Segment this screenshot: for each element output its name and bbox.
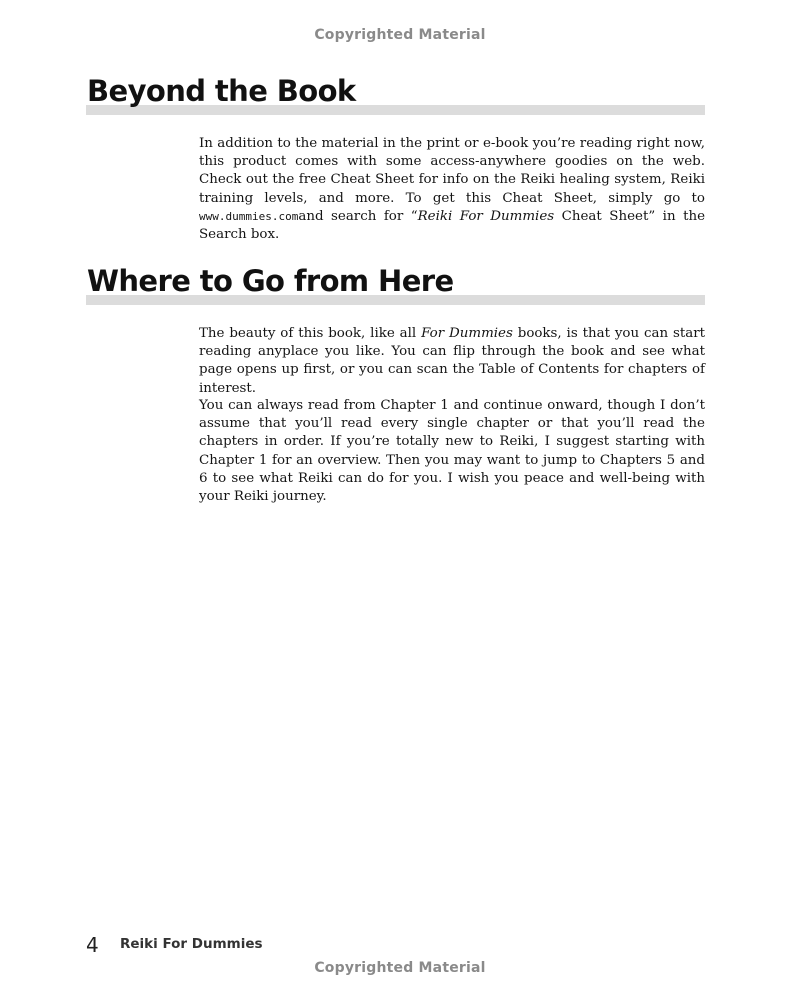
copyright-watermark-bottom: Copyrighted Material [314, 960, 486, 976]
paragraph-text: The beauty of this book, like all [199, 326, 422, 341]
copyright-watermark-top: Copyrighted Material [314, 27, 486, 43]
paragraph-where-to-go-2 [199, 397, 705, 506]
page-number: 4 [86, 933, 99, 957]
paragraph-text: Cheat Sheet” in the Search box. [199, 208, 705, 243]
heading-text: Beyond the Book [87, 74, 356, 108]
paragraph-text: You can always read from Chapter 1 and continue onward, though I don’t assume that you’ll read every single chapter or that you’ll read the chapters in order. If you’re totally new to Reiki, I suggest starting with Chapter 1 for an overview. Then you may want to jump to Chapters 5 and 6 to see what Reiki can do for you. I wish you peace and well-being with your Reiki journey. [199, 398, 705, 505]
paragraph-text: and search for “ [298, 208, 418, 224]
url-text: www.dummies.com [199, 209, 299, 223]
paragraph-text: In addition to the material in the print or e-book you’re reading right now, this product comes with some access-anywhere goodies on the web. Check out the free Cheat Sheet for info on the Reiki healing system, Reiki training levels, and more. To get this Cheat Sheet, simply go to [199, 136, 705, 206]
heading-text: Where to Go from Here [87, 264, 454, 298]
section-heading-where-to-go-from-here [86, 264, 705, 308]
section-heading-beyond-the-book [86, 74, 705, 118]
paragraph-text: books, is that you can start reading anyplace you like. You can flip through the book and see what page opens up first, or you can scan the Table of Contents for chapters of interest. [199, 326, 705, 396]
paragraph-where-to-go-1 [199, 325, 705, 398]
paragraph-beyond-the-book [199, 135, 705, 244]
italic-book-title: Reiki For Dummies [417, 208, 555, 224]
italic-series-title: For Dummies [421, 326, 513, 341]
running-title: Reiki For Dummies [120, 936, 263, 952]
